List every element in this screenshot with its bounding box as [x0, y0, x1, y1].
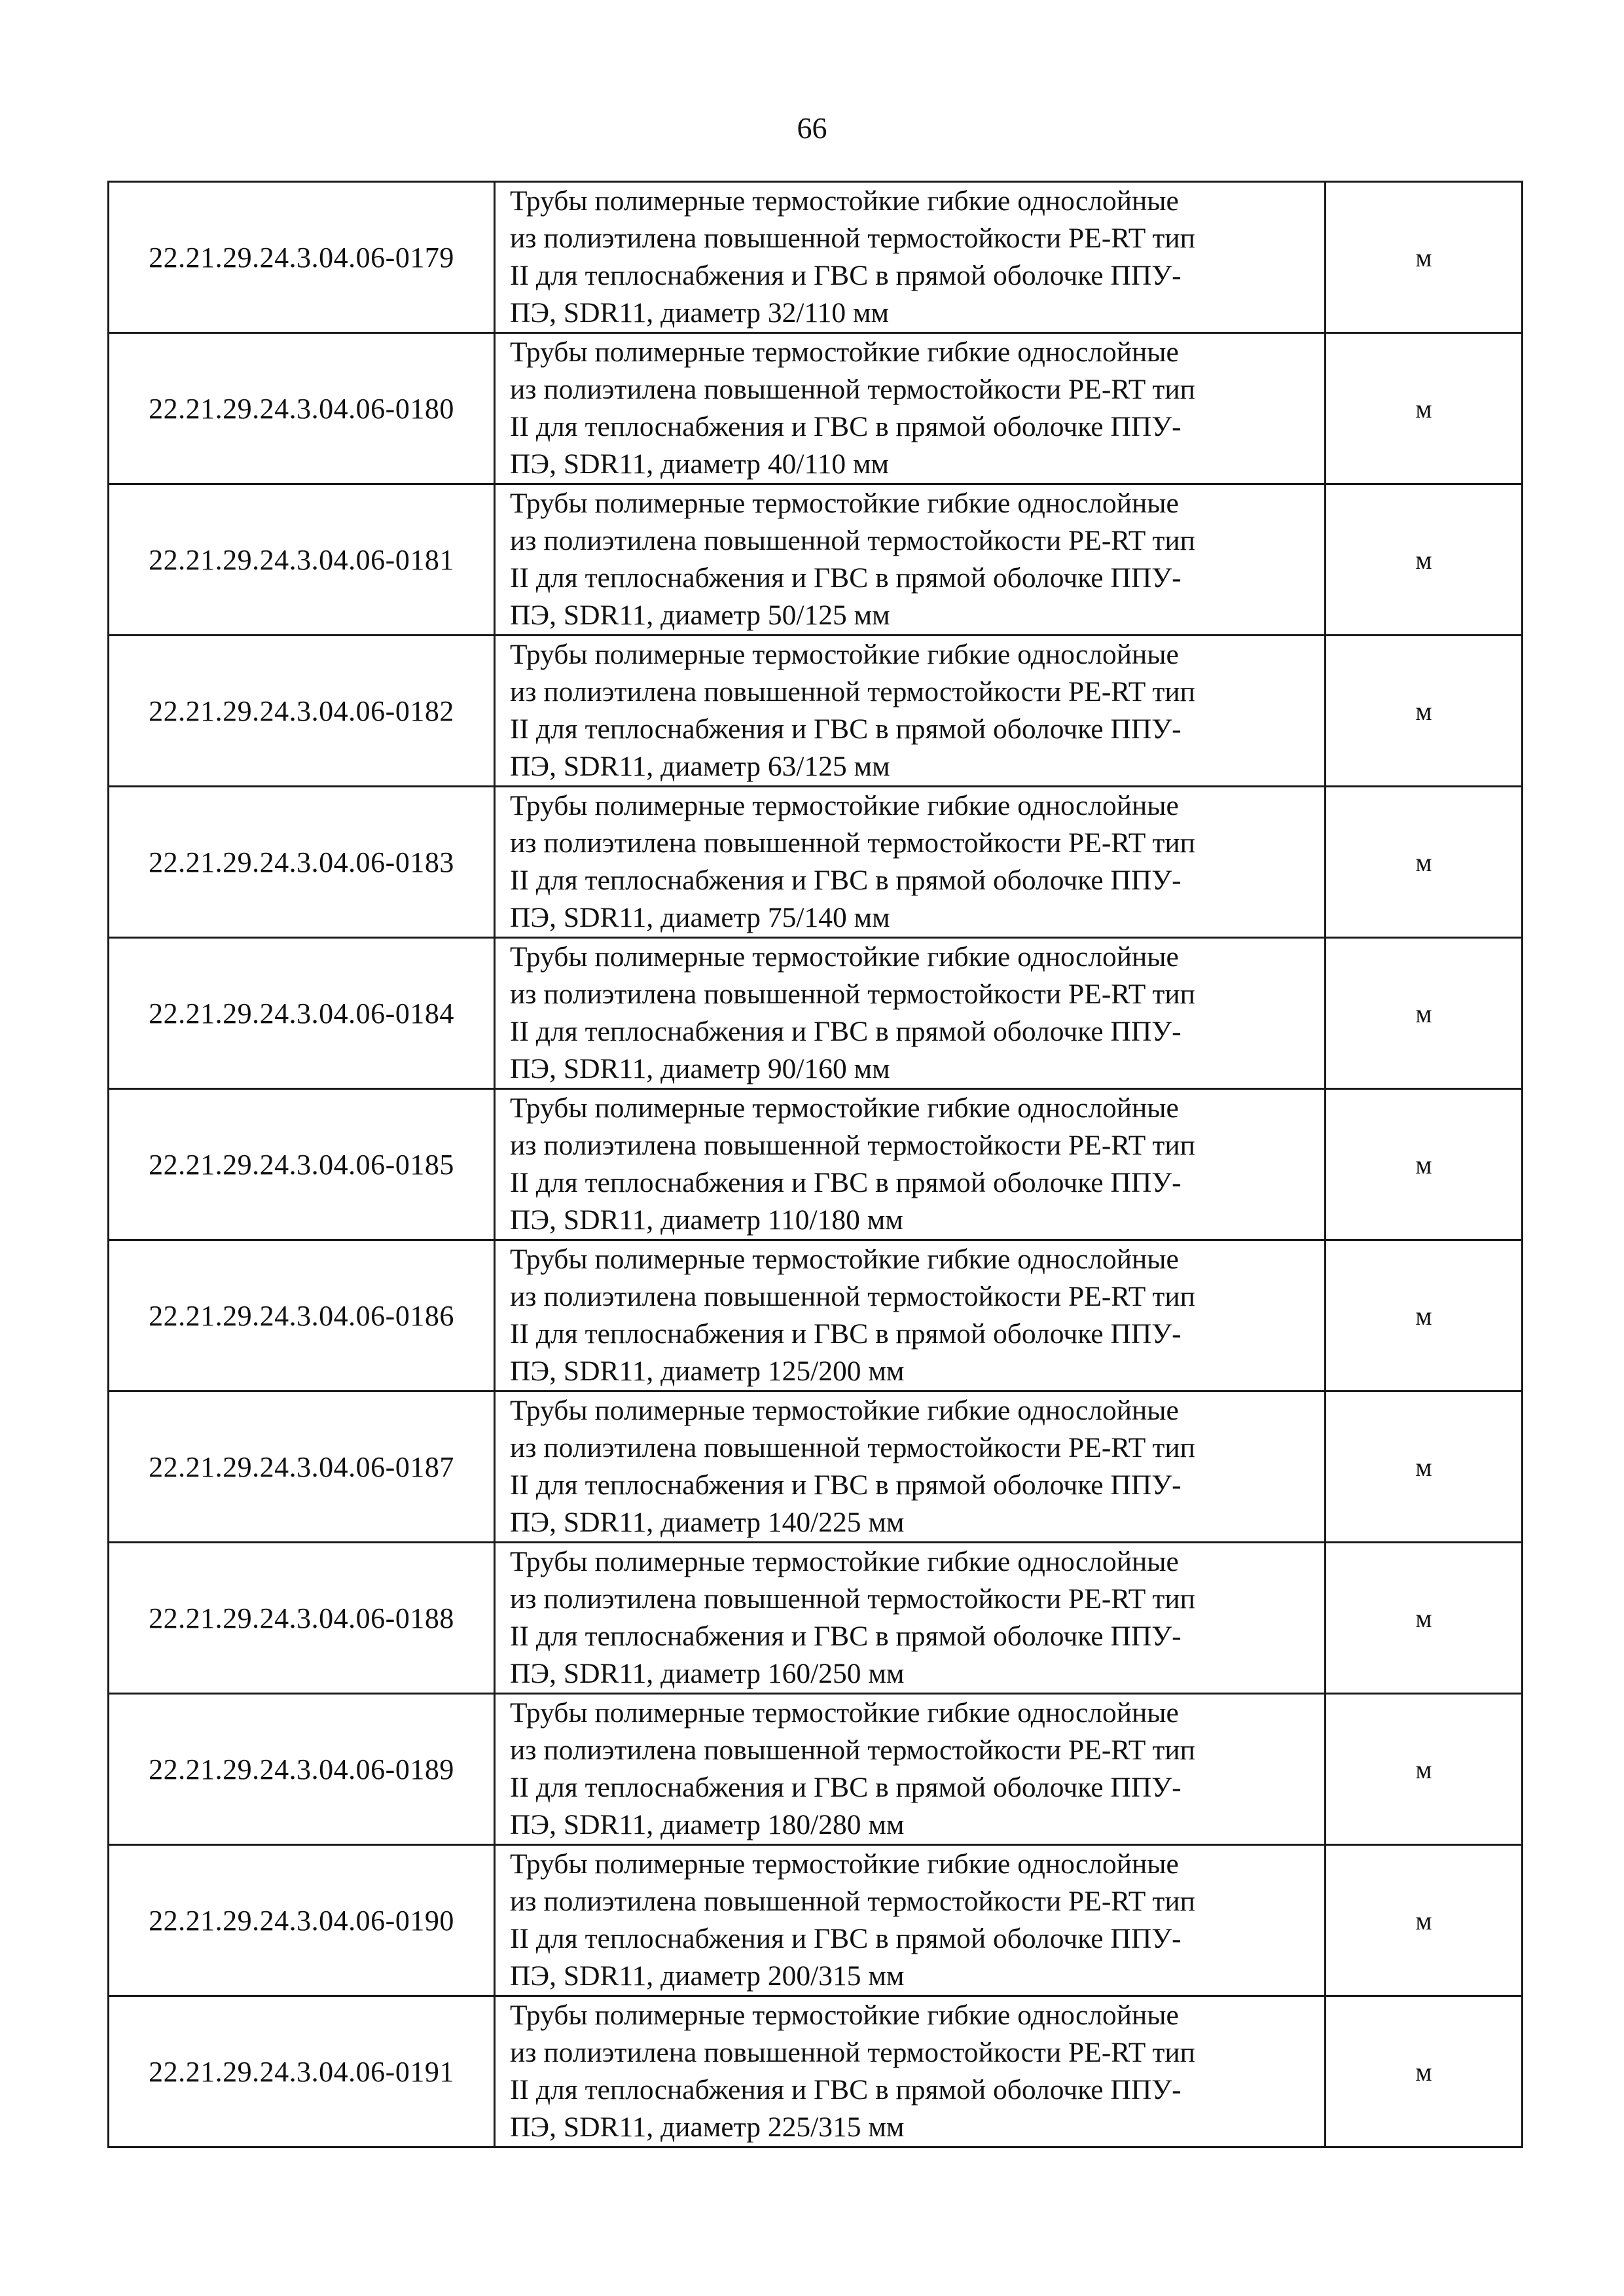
- description-line: ПЭ, SDR11, диаметр 225/315 мм: [510, 2111, 905, 2143]
- description-line: Трубы полимерные термостойкие гибкие однослойные: [510, 336, 1179, 368]
- description-line: Трубы полимерные термостойкие гибкие однослойные: [510, 1848, 1179, 1880]
- description-line: Трубы полимерные термостойкие гибкие однослойные: [510, 1092, 1179, 1124]
- resource-description: [495, 636, 1326, 787]
- description-line: из полиэтилена повышенной термостойкости PE-RT тип: [510, 374, 1195, 405]
- description-line: II для теплоснабжения и ГВС в прямой оболочке ППУ-: [510, 260, 1182, 291]
- table-row: [109, 787, 1523, 938]
- description-line: из полиэтилена повышенной термостойкости PE-RT тип: [510, 827, 1195, 859]
- resource-code: 22.21.29.24.3.04.06-0187: [109, 1391, 495, 1543]
- resource-code: 22.21.29.24.3.04.06-0189: [109, 1694, 495, 1845]
- table-row: [109, 182, 1523, 333]
- description-line: Трубы полимерные термостойкие гибкие однослойные: [510, 1697, 1179, 1729]
- resource-description: [495, 938, 1326, 1089]
- description-line: ПЭ, SDR11, диаметр 75/140 мм: [510, 902, 890, 933]
- table-row: [109, 1996, 1523, 2147]
- description-line: ПЭ, SDR11, диаметр 160/250 мм: [510, 1658, 905, 1689]
- description-line: II для теплоснабжения и ГВС в прямой оболочке ППУ-: [510, 2074, 1182, 2106]
- page-number: 66: [797, 111, 827, 145]
- table-row: [109, 333, 1523, 484]
- description-line: ПЭ, SDR11, диаметр 200/315 мм: [510, 1960, 905, 1992]
- resource-description: [495, 333, 1326, 484]
- unit-of-measure: м: [1326, 1240, 1523, 1391]
- resource-description: [495, 1391, 1326, 1543]
- unit-of-measure: м: [1326, 182, 1523, 333]
- description-line: II для теплоснабжения и ГВС в прямой оболочке ППУ-: [510, 1621, 1182, 1652]
- table-body: [109, 182, 1523, 2147]
- resource-code: 22.21.29.24.3.04.06-0184: [109, 938, 495, 1089]
- unit-of-measure: м: [1326, 1391, 1523, 1543]
- description-line: II для теплоснабжения и ГВС в прямой оболочке ППУ-: [510, 1318, 1182, 1350]
- resource-code: 22.21.29.24.3.04.06-0186: [109, 1240, 495, 1391]
- resource-description: [495, 1694, 1326, 1845]
- description-line: Трубы полимерные термостойкие гибкие однослойные: [510, 790, 1179, 821]
- description-line: Трубы полимерные термостойкие гибкие однослойные: [510, 639, 1179, 670]
- table-row: [109, 1089, 1523, 1240]
- description-line: ПЭ, SDR11, диаметр 110/180 мм: [510, 1204, 903, 1236]
- description-line: из полиэтилена повышенной термостойкости PE-RT тип: [510, 1432, 1195, 1463]
- unit-of-measure: м: [1326, 484, 1523, 636]
- description-line: Трубы полимерные термостойкие гибкие однослойные: [510, 185, 1179, 217]
- description-line: из полиэтилена повышенной термостойкости PE-RT тип: [510, 1734, 1195, 1766]
- resource-description: [495, 1089, 1326, 1240]
- resource-code: 22.21.29.24.3.04.06-0179: [109, 182, 495, 333]
- resource-description: [495, 1240, 1326, 1391]
- resource-description: [495, 1996, 1326, 2147]
- unit-of-measure: м: [1326, 1694, 1523, 1845]
- description-line: Трубы полимерные термостойкие гибкие однослойные: [510, 941, 1179, 973]
- resource-code: 22.21.29.24.3.04.06-0185: [109, 1089, 495, 1240]
- unit-of-measure: м: [1326, 1543, 1523, 1694]
- table-row: [109, 1845, 1523, 1996]
- description-line: из полиэтилена повышенной термостойкости PE-RT тип: [510, 676, 1195, 708]
- description-line: II для теплоснабжения и ГВС в прямой оболочке ППУ-: [510, 1167, 1182, 1198]
- resource-description: [495, 1543, 1326, 1694]
- description-line: Трубы полимерные термостойкие гибкие однослойные: [510, 1546, 1179, 1577]
- description-line: Трубы полимерные термостойкие гибкие однослойные: [510, 1395, 1179, 1426]
- description-line: ПЭ, SDR11, диаметр 125/200 мм: [510, 1355, 905, 1387]
- resource-code: 22.21.29.24.3.04.06-0182: [109, 636, 495, 787]
- description-line: ПЭ, SDR11, диаметр 140/225 мм: [510, 1507, 905, 1538]
- unit-of-measure: м: [1326, 938, 1523, 1089]
- table-row: [109, 636, 1523, 787]
- unit-of-measure: м: [1326, 333, 1523, 484]
- description-line: из полиэтилена повышенной термостойкости PE-RT тип: [510, 525, 1195, 556]
- description-line: Трубы полимерные термостойкие гибкие однослойные: [510, 1244, 1179, 1275]
- description-line: ПЭ, SDR11, диаметр 90/160 мм: [510, 1053, 890, 1085]
- resource-description: [495, 787, 1326, 938]
- description-line: II для теплоснабжения и ГВС в прямой оболочке ППУ-: [510, 1923, 1182, 1954]
- table-row: [109, 484, 1523, 636]
- unit-of-measure: м: [1326, 1845, 1523, 1996]
- description-line: ПЭ, SDR11, диаметр 50/125 мм: [510, 600, 890, 631]
- description-line: из полиэтилена повышенной термостойкости PE-RT тип: [510, 1281, 1195, 1312]
- table-row: [109, 938, 1523, 1089]
- description-line: из полиэтилена повышенной термостойкости PE-RT тип: [510, 1886, 1195, 1917]
- description-line: II для теплоснабжения и ГВС в прямой оболочке ППУ-: [510, 713, 1182, 745]
- unit-of-measure: м: [1326, 787, 1523, 938]
- description-line: из полиэтилена повышенной термостойкости PE-RT тип: [510, 223, 1195, 254]
- description-line: II для теплоснабжения и ГВС в прямой оболочке ППУ-: [510, 1016, 1182, 1047]
- resource-table: [107, 181, 1523, 2148]
- resource-code: 22.21.29.24.3.04.06-0191: [109, 1996, 495, 2147]
- resource-description: [495, 1845, 1326, 1996]
- table-row: [109, 1240, 1523, 1391]
- resource-description: [495, 182, 1326, 333]
- description-line: II для теплоснабжения и ГВС в прямой оболочке ППУ-: [510, 865, 1182, 896]
- description-line: из полиэтилена повышенной термостойкости PE-RT тип: [510, 2037, 1195, 2068]
- description-line: из полиэтилена повышенной термостойкости PE-RT тип: [510, 1130, 1195, 1161]
- resource-code: 22.21.29.24.3.04.06-0181: [109, 484, 495, 636]
- description-line: из полиэтилена повышенной термостойкости PE-RT тип: [510, 1583, 1195, 1615]
- table-row: [109, 1543, 1523, 1694]
- resource-code: 22.21.29.24.3.04.06-0190: [109, 1845, 495, 1996]
- unit-of-measure: м: [1326, 1996, 1523, 2147]
- description-line: ПЭ, SDR11, диаметр 40/110 мм: [510, 448, 890, 480]
- description-line: ПЭ, SDR11, диаметр 63/125 мм: [510, 751, 890, 782]
- description-line: II для теплоснабжения и ГВС в прямой оболочке ППУ-: [510, 562, 1182, 594]
- resource-code: 22.21.29.24.3.04.06-0188: [109, 1543, 495, 1694]
- resource-code: 22.21.29.24.3.04.06-0183: [109, 787, 495, 938]
- resource-code: 22.21.29.24.3.04.06-0180: [109, 333, 495, 484]
- description-line: ПЭ, SDR11, диаметр 32/110 мм: [510, 297, 890, 329]
- unit-of-measure: м: [1326, 1089, 1523, 1240]
- description-line: II для теплоснабжения и ГВС в прямой оболочке ППУ-: [510, 1772, 1182, 1803]
- description-line: II для теплоснабжения и ГВС в прямой оболочке ППУ-: [510, 1469, 1182, 1501]
- description-line: из полиэтилена повышенной термостойкости PE-RT тип: [510, 978, 1195, 1010]
- description-line: ПЭ, SDR11, диаметр 180/280 мм: [510, 1809, 905, 1840]
- description-line: Трубы полимерные термостойкие гибкие однослойные: [510, 488, 1179, 519]
- description-line: II для теплоснабжения и ГВС в прямой оболочке ППУ-: [510, 411, 1182, 442]
- table-row: [109, 1694, 1523, 1845]
- resource-description: [495, 484, 1326, 636]
- description-line: Трубы полимерные термостойкие гибкие однослойные: [510, 2000, 1179, 2031]
- table-row: [109, 1391, 1523, 1543]
- unit-of-measure: м: [1326, 636, 1523, 787]
